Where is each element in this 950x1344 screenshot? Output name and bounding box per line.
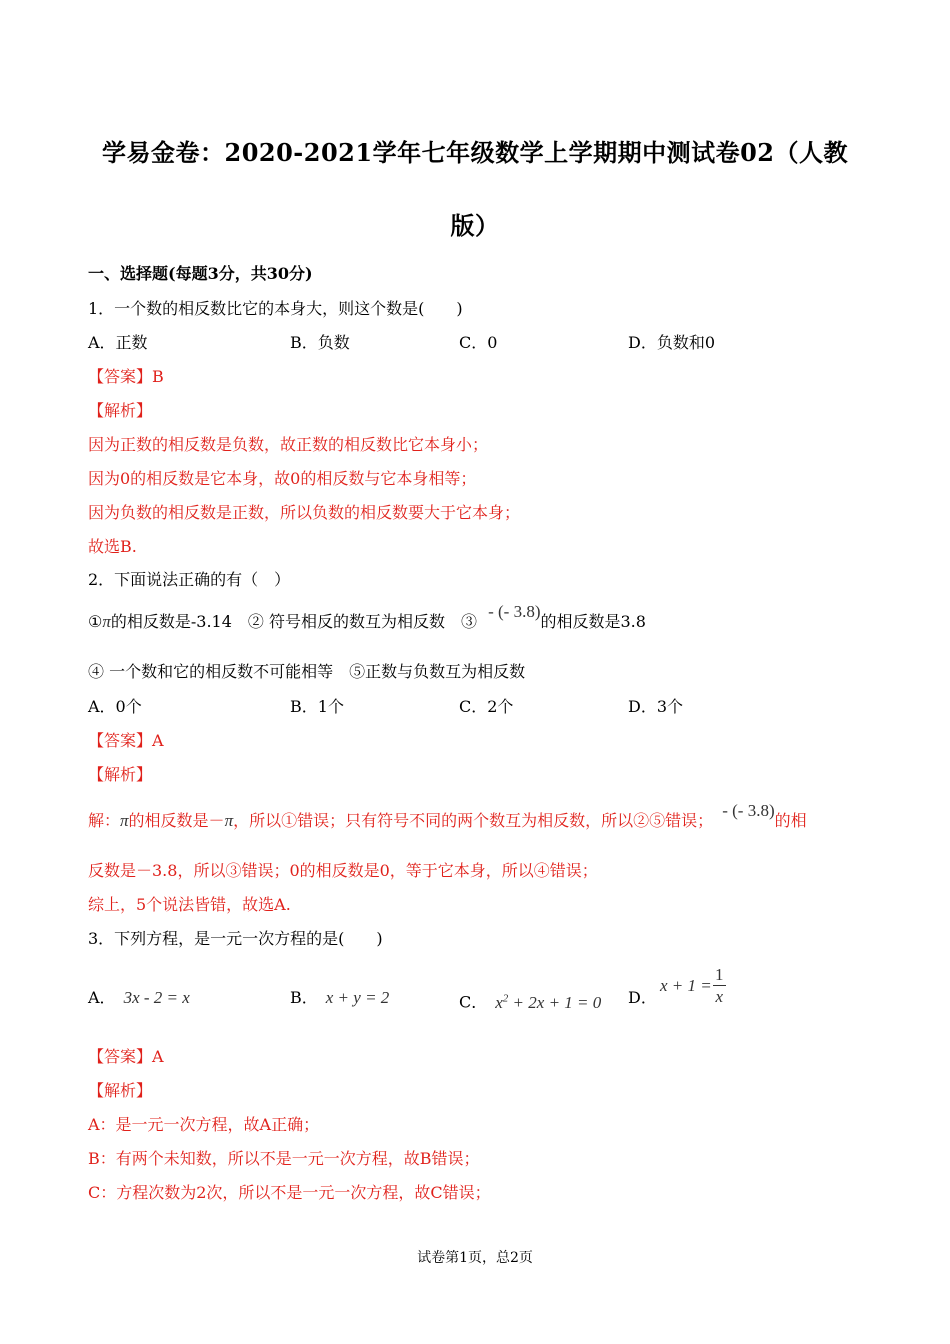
var-x: x bbox=[495, 992, 503, 1012]
fraction-numerator: 1 bbox=[715, 965, 724, 984]
expr-inner: (- 3.8) bbox=[498, 602, 541, 621]
q1-option-a: A．正数 bbox=[88, 333, 148, 352]
q2-s1-prefix: ① bbox=[88, 612, 103, 631]
q2-option-c: C．2个 bbox=[459, 697, 514, 716]
q1-stem: 1．一个数的相反数比它的本身大，则这个数是( ) bbox=[88, 299, 463, 318]
q3-option-c-expr bbox=[495, 993, 601, 1012]
a1-p2: 的相反数是－ bbox=[128, 811, 225, 830]
q2-stem: 2．下面说法正确的有（ ） bbox=[88, 570, 291, 589]
q1-analysis-label: 【解析】 bbox=[88, 401, 153, 420]
a1-p1: 解： bbox=[88, 811, 121, 830]
q3-answer: 【答案】A bbox=[88, 1047, 164, 1066]
q2-expression bbox=[488, 602, 540, 621]
q3-analysis-line: A：是一元一次方程，故A正确； bbox=[88, 1115, 320, 1134]
q3-option-c-label: C． bbox=[459, 992, 488, 1012]
pi-symbol: π bbox=[120, 811, 129, 830]
q1-answer: 【答案】B bbox=[88, 367, 164, 386]
q1-option-b: B．负数 bbox=[290, 333, 350, 352]
exam-title-line2: 版） bbox=[450, 211, 500, 240]
page-footer: 试卷第1页，总2页 bbox=[417, 1250, 533, 1266]
q2-s1-rest: 的相反数是-3.14 ② 符号相反的数互为相反数 ③ bbox=[110, 612, 477, 631]
q2-statements-4-5: ④ 一个数和它的相反数不可能相等 ⑤正数与负数互为相反数 bbox=[88, 662, 526, 681]
pi-symbol: π bbox=[224, 811, 234, 830]
q2-s3-rest: 的相反数是3.8 bbox=[540, 612, 646, 631]
q1-analysis-line: 因为正数的相反数是负数，故正数的相反数比它本身小； bbox=[88, 435, 489, 454]
q3-analysis-line: C：方程次数为2次，所以不是一元一次方程，故C错误； bbox=[88, 1183, 491, 1202]
expr-minus: - bbox=[488, 602, 494, 621]
q3-option-d-label: D． bbox=[628, 988, 657, 1007]
q2-expression bbox=[722, 801, 774, 820]
q2-option-d: D．3个 bbox=[628, 697, 684, 716]
expr-rest: + 2x + 1 = 0 bbox=[508, 992, 602, 1012]
q2-answer: 【答案】A bbox=[88, 731, 164, 750]
q2-analysis-line1 bbox=[88, 801, 807, 831]
q3-option-b-label: B． bbox=[290, 988, 318, 1007]
q3-option-c bbox=[459, 988, 601, 1013]
q1-analysis-line: 故选B. bbox=[88, 537, 137, 556]
q3-option-b bbox=[290, 988, 389, 1008]
q1-analysis-line: 因为0的相反数是它本身，故0的相反数与它本身相等； bbox=[88, 469, 477, 488]
expr-inner: (- 3.8) bbox=[732, 801, 775, 820]
q3-option-a-label: A． bbox=[88, 988, 116, 1007]
q2-analysis-line3: 综上，5个说法皆错，故选A. bbox=[88, 895, 291, 914]
q2-option-b: B．1个 bbox=[290, 697, 344, 716]
q1-option-c: C．0 bbox=[459, 333, 498, 352]
fraction bbox=[713, 966, 726, 1005]
q3-analysis-label: 【解析】 bbox=[88, 1081, 153, 1100]
pi-symbol: π bbox=[102, 612, 111, 631]
q1-option-d: D．负数和0 bbox=[628, 333, 716, 352]
q3-option-a bbox=[88, 988, 190, 1008]
a1-p3: ，所以①错误；只有符号不同的两个数互为相反数，所以②⑤错误； bbox=[233, 811, 714, 830]
exam-title-line1: 学易金卷：2020-2021学年七年级数学上学期期中测试卷02（人教 bbox=[102, 138, 848, 167]
q3-option-a-expr: 3x - 2 = x bbox=[123, 988, 190, 1007]
section-heading: 一、选择题(每题3分，共30分) bbox=[88, 264, 313, 283]
exponent: 2 bbox=[502, 992, 509, 1004]
q1-analysis-line: 因为负数的相反数是正数，所以负数的相反数要大于它本身； bbox=[88, 503, 521, 522]
q2-option-a: A．0个 bbox=[88, 697, 142, 716]
q2-statements-1-3 bbox=[88, 602, 646, 632]
q3-option-b-expr: x + y = 2 bbox=[325, 988, 390, 1007]
expr-minus: - bbox=[722, 801, 728, 820]
q3-option-d-left: x + 1 = bbox=[660, 976, 712, 995]
q2-analysis-line2: 反数是－3.8，所以③错误；0的相反数是0，等于它本身，所以④错误； bbox=[88, 861, 598, 880]
fraction-denominator: x bbox=[715, 987, 724, 1006]
q2-analysis-label: 【解析】 bbox=[88, 765, 153, 784]
q3-stem: 3．下列方程，是一元一次方程的是( ) bbox=[88, 929, 383, 948]
q3-analysis-line: B：有两个未知数，所以不是一元一次方程，故B错误； bbox=[88, 1149, 480, 1168]
a1-p4: 的相 bbox=[774, 811, 807, 830]
